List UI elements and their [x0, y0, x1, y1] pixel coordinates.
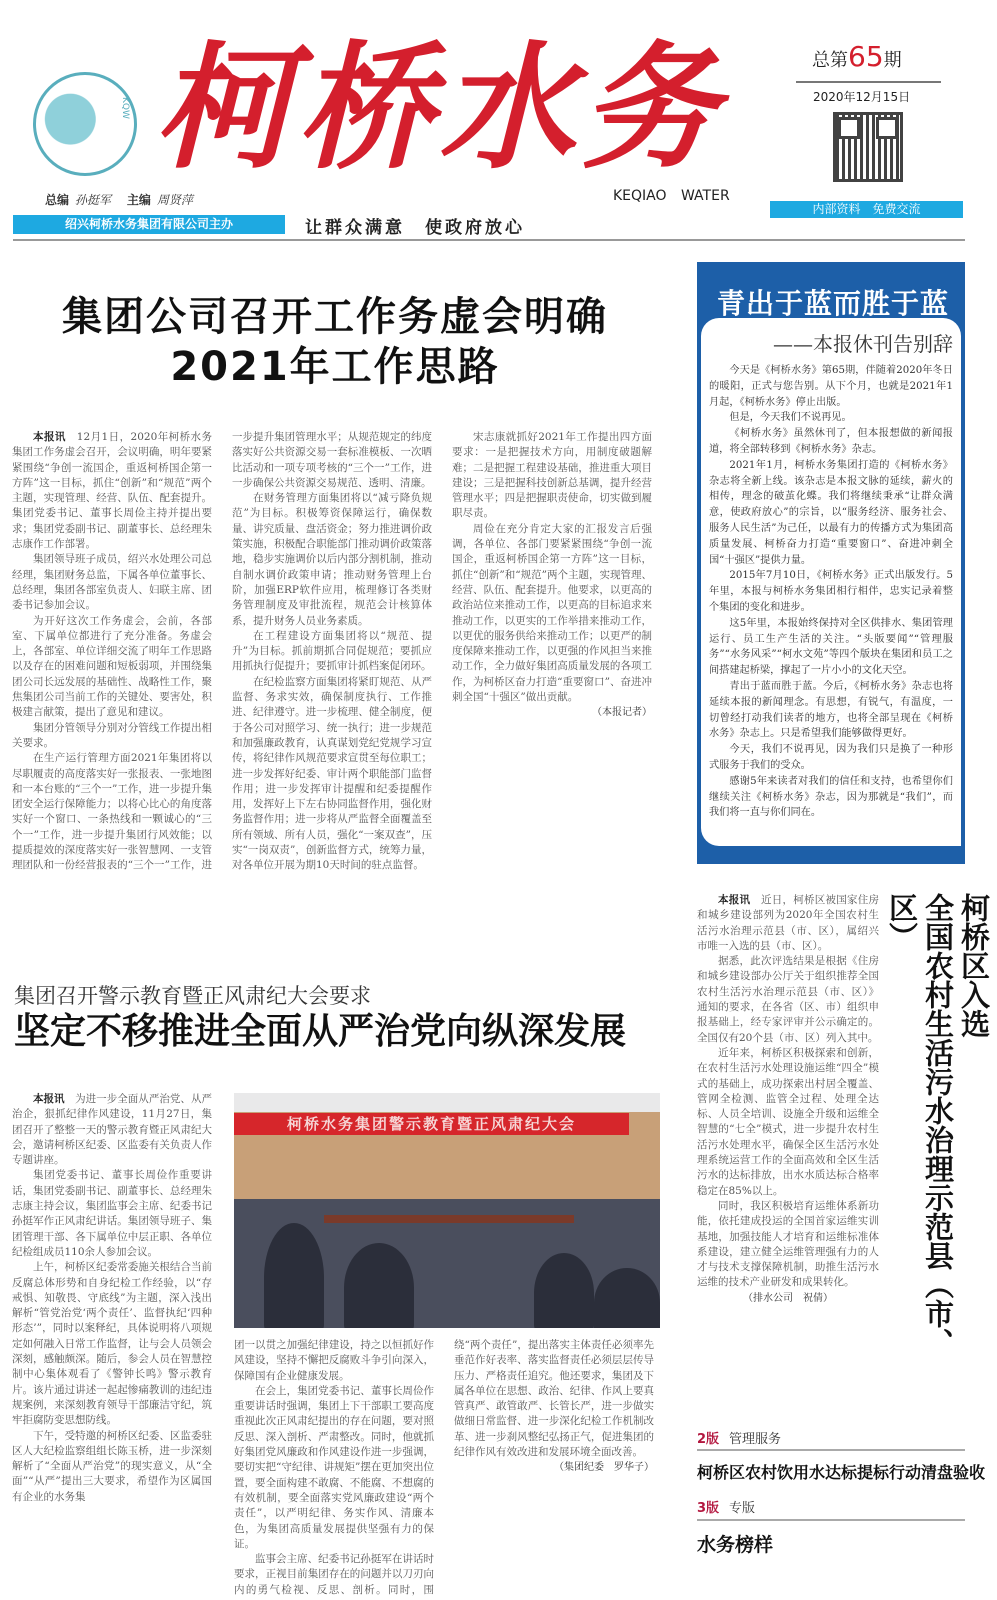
article2-headline: 坚定不移推进全面从严治党向纵深发展 — [14, 1011, 627, 1052]
chief-editor: 周贤萍 — [156, 193, 193, 207]
paragraph: 团一以贯之加强纪律建设，持之以恒抓好作风建设，坚持不懈把反腐败斗争引向深入，保障国有企业健康发展。 — [234, 1339, 434, 1382]
article1-headline — [10, 292, 660, 392]
meeting-photo — [234, 1093, 660, 1328]
paragraph: 近年来，柯桥区积极探索和创新，在农村生活污水处理设施运维“四全”模式的基础上，成功探索出村居全覆盖、管网全检测、监管全过程、处理全达标、人员全培训、设施全升级和运维全智慧的“七全”模式，进一步提升农村生活污水处理水平，确保全区生活污水处理系统运营工作的全面高效和全区生活污水的达标排放，出水水质达标合格率稳定在85%以上。 — [697, 1046, 879, 1197]
editors-line — [45, 191, 205, 208]
paragraph: 据悉，此次评选结果是根据《住房和城乡建设部办公厅关于组织推荐全国农村生活污水治理示范县（市、区）》通知的要求，在各省（区、市）组织申报基础上，经专家评审并公示确定的。全国仅有20个县（市、区）列入其中。 — [697, 955, 879, 1044]
paragraph: 在会上，集团党委书记、董事长周俭作重要讲话时强调，集团上下干部职工要高度重视此次正风肃纪提出的存在问题，要对照反思、深入剖析、严肃整改。同时，他就抓好集团党风廉政和作风建设作进一步强调，要切实把“守纪律、讲规矩”摆在更加突出位置，要全面构建不敢腐、不能腐、不想腐的有效机制，要全面落实党风廉政建设“两个责任”，以严明纪律、务实作风、清廉本色，为集团高质量发展提供坚强有力的保证。 — [234, 1384, 434, 1550]
article3-credit: （排水公司 祝倩） — [743, 1292, 833, 1304]
editor-in-chief-label: 总编 — [45, 193, 70, 207]
newspaper-title: 柯桥水务 — [155, 28, 723, 188]
paragraph: 下午，受特邀的柯桥区纪委、区监委驻区人大纪检监察组组长陈玉桥，进一步深刻解析了“全面从严治党”的现实意义，从“全面”“从严”提出三大要求，希望作为区属国有企业的水务集 — [12, 1429, 212, 1503]
paragraph: 感谢5年来读者对我们的信任和支持，也希望你们继续关注《柯桥水务》杂志，因为那就是“我们”，而我们将一直与你们同在。 — [709, 775, 953, 819]
index-headline-2[interactable]: 柯桥区农村饮用水达标提标行动清盘验收 — [697, 1463, 986, 1482]
issue-value: 65 — [848, 40, 884, 73]
divider — [796, 81, 941, 83]
paragraph: 在生产运行管理方面2021年集团将以尽职履责的高度落实好一张报表、一张地图和一本台账的“三个一”工作，进一步提升集团安全运行保障能力；以将心比心的角度落实好一个窗口、一条热线和一颗诚心的“三个一”工作，进一步提升集团行风效能；以提质提效的深度落实好一张智慧网、一支管理团队和一份经营报表的“三个一”工作，进一步提升集团管理水平；从规范规定的纬度落实好公共资源交易一套标准模板、一次晒比活动和一项专项考核的“三个一”工作，进一步确保公共资源交易规范、透明、清廉。 — [12, 431, 432, 872]
paragraph: 监事会主席、纪委书记孙挺军在讲话时要求，正视目前集团存在的问题并以刀刃向内的勇气检视、反思、剖析。同时，围绕“两个责任”，提出落实主体责任必须率先垂范作好表率、落实监督责任必须层层传导压力、严格责任追究。他还要求，集团及下属各单位在思想、政治、纪律、作风上要真管真严、敢管敢严、长管长严，进一步做实做细日常监督、进一步深化纪检工作机制改革、进一步刹风整纪弘扬正气，促进集团的纪律作风有效改进和发展环境全面改善。 — [234, 1339, 654, 1596]
masthead-divider — [13, 239, 965, 241]
farewell-title: 青出于蓝而胜于蓝 — [716, 287, 949, 320]
farewell-box — [697, 262, 965, 864]
farewell-body — [709, 363, 953, 821]
paragraph: 青出于蓝而胜于蓝。今后，《柯桥水务》杂志也将延续本报的新闻理念。有思想，有锐气，有温度，一切曾经打动我们读者的地方，也将全部呈现在《柯桥水务》杂志上。只是希望我们能够做得更好。 — [709, 680, 953, 740]
paragraph: 为开好这次工作务虚会，会前，各部室、下属单位都进行了充分准备。务虚会上，各部室、单位详细交流了明年工作思路以及存在的困难问题和短板弱项，并围绕集团公司长远发展的基础性、战略性工作，聚焦集团公司当前工作的关键处、要害处，积极建言献策，提出了意见和建议。 — [12, 614, 212, 719]
article2-credit: （集团纪委 罗华子） — [554, 1462, 654, 1474]
photo-figure — [264, 1223, 324, 1328]
article1-credit: （本报记者） — [592, 707, 652, 719]
lead: 本报讯 — [718, 894, 751, 906]
paragraph: 2015年7月10日，《柯桥水务》正式出版发行。5年里，本报与柯桥水务集团相行相伴，忠实记录着整个集团的变化和进步。 — [709, 570, 953, 613]
article3-headline-line2: 全国农村生活污水治理示范县（市、区） — [885, 893, 955, 1357]
index-headline-3[interactable]: 水务榜样 — [697, 1534, 774, 1556]
paragraph: 在纪检监察方面集团将紧盯规范、从严监督、务求实效，确保制度执行、工作推进、纪律遵守。进一步梳理、健全制度，便于各公司对照学习、统一执行；进一步规范和加强廉政教育，认真谋划党纪党规学习宣传，将纪律作风规范要求宣贯至每位职工；进一步发挥好纪委、审计两个职能部门监督作用；进一步发挥审计提醒和纪委提醒作用，发挥好上下左右协同监督作用，强化财务监督作用；进一步将从严监督全面覆盖至所有领域、所有人员，强化“一案双查”，压实“一岗双责”，创新监督方式，统筹力量，对各单位开展为期10天时间的驻点监督。 — [232, 675, 432, 872]
issue-number — [812, 40, 902, 73]
paragraph: 《柯桥水务》虽然休刊了，但本报想做的新闻报道，将全部转移到《柯桥水务》杂志。 — [709, 428, 953, 455]
paragraph: 集团分管领导分别对分管线工作提出相关要求。 — [12, 721, 212, 749]
english-name: KEQIAO WATER — [613, 188, 730, 204]
internal-notice-band: 内部资料 免费交流 — [770, 201, 963, 218]
chief-editor-label: 主编 — [126, 193, 151, 207]
article3-body — [697, 893, 879, 1306]
issue-date: 2020年12月15日 — [813, 90, 911, 104]
paragraph: 今天，我们不说再见，因为我们只是换了一种形式服务于我们的受众。 — [709, 744, 953, 771]
logo-text: KQW — [120, 97, 130, 119]
photo-figure — [534, 1253, 594, 1328]
article1-headline-line2: 2021年工作思路 — [170, 344, 500, 390]
photo-table — [324, 1215, 574, 1223]
article2-column1 — [12, 1092, 212, 1600]
sponsor-band: 绍兴柯桥水务集团有限公司主办 — [13, 215, 285, 234]
paragraph: 但是，今天我们不说再见。 — [729, 412, 852, 424]
paragraph: 周俭在充分肯定大家的汇报发言后强调，各单位、各部门要紧紧围绕“争创一流国企，重返柯桥国企第一方阵”这一目标，抓住“创新”和“规范”两个主题，实现管理、经营、队伍、配套提升。他要求，以更高的政治站位来推动工作，以更高的目标追求来推动工作，以更实的工作举措来推动工作，以更优的服务供给来推动工作；以更严的制度保障来推动工作，以更强的作风担当来推动工作，全力做好集团高质量发展的各项工作，为柯桥区奋力打造“重要窗口”、奋进冲刺全国“十强区”做出贡献。 — [452, 522, 652, 704]
article3-headline-line1: 柯桥区入选 — [957, 893, 991, 1038]
article2-subheadline: 集团召开警示教育暨正风肃纪大会要求 — [14, 984, 371, 1008]
paragraph: 2021年1月，柯桥水务集团打造的《柯桥水务》杂志将全新上线。该杂志是本报文脉的延续，薪火的相传，理念的破茧化蝶。我们将继续秉承“让群众满意，使政府放心”的宗旨，以“服务经济、服务社会、服务人民生活”为己任，以最有力的传播方式为集团高质量发展、柯桥奋力打造“重要窗口”、奋进冲刺全国“十强区”提供力量。 — [709, 459, 953, 566]
paragraph: 今天是《柯桥水务》第65期，伴随着2020年冬日的暖阳，正式与您告别。从下个月，也就是2021年1月起，《柯桥水务》停止出版。 — [709, 365, 953, 408]
issue-suffix: 期 — [883, 50, 902, 71]
logo — [33, 72, 137, 176]
issue-prefix: 总第 — [812, 50, 848, 71]
lead: 本报讯 — [33, 1093, 65, 1105]
index-edition-3: 3版 专版 — [697, 1501, 756, 1516]
article1-headline-line1: 集团公司召开工作务虚会明确 — [62, 294, 608, 340]
paragraph: 集团领导班子成员，绍兴水处理公司总经理，集团财务总监，下属各单位董事长、总经理，集团各部室负责人、妇联主席、团委书记参加会议。 — [12, 553, 212, 612]
paragraph: 本报讯 12月1日，2020年柯桥水务集团工作务虚会召开，会议明确，明年要紧紧围绕“争创一流国企，重返柯桥国企第一方阵”这一目标，抓住“创新”和“规范”两个主题，实现管理、经营、队伍、配套提升。集团党委书记、董事长周俭主持并提出要求；集团党委副书记、副董事长、总经理朱志康作工作部署。 — [12, 431, 213, 551]
article3-headline — [884, 893, 992, 1373]
paragraph: 在财务管理方面集团将以“减亏降负规范”为目标。积极筹资保障运行，确保数量、讲究质量、盘活资金；努力推进调价政策实施，积极配合职能部门推动调价政策落地，稳步实施调价以后内部分割机制，推动自制水调价政策申请；推动财务管理上台阶，加强ERP软件应用，梳理修订各类财务管理制度及审批流程，规范会计核算体系，提升财务人员业务素质。 — [232, 492, 432, 627]
lead: 本报讯 — [33, 431, 66, 443]
divider — [697, 1449, 965, 1451]
photo-figure — [594, 1268, 660, 1328]
paragraph: 集团党委书记、董事长周俭作重要讲话，集团党委副书记、副董事长、总经理朱志康主持会议，集团监事会主席、纪委书记孙挺军作正风肃纪讲话。集团领导班子、集团管理干部、各下属单位中层正职、各单位纪检组成员110余人参加会议。 — [12, 1169, 212, 1258]
paragraph: 本报讯 为进一步全面从严治党、从严治企，狠抓纪律作风建设，11月27日，集团召开了整整一天的警示教育暨正风肃纪大会，邀请柯桥区纪委、区监委有关负责人作专题讲座。 — [12, 1093, 212, 1167]
qr-code-icon — [833, 112, 903, 182]
paragraph: 在工程建设方面集团将以“规范、提升”为目标。抓前期抓合同促规范；要抓应用抓执行促提升；要抓审计抓档案促闭环。 — [232, 629, 432, 673]
slogan: 让群众满意 使政府放心 — [305, 218, 525, 238]
editor-in-chief: 孙挺军 — [75, 193, 112, 207]
paragraph: 同时，我区积极培育运维体系新功能，依托建成投运的全国首家运维实训基地，加强技能人才培育和运维标准体系建设，建立健全运维管理强有力的人才与技术支撑保障机制，助推生活污水运维的技术产业研发和成果转化。 — [697, 1199, 879, 1289]
paragraph: 上午，柯桥区纪委常委施关根结合当前反腐总体形势和自身纪检工作经验，以“存戒惧、知敬畏、守底线”为主题，深入浅出解析“管党治党‘两个责任’、监督执纪‘四种形态’”，同时以案释纪，具体说明将八项规定如何融入日常工作监督，让与会人员领会深刻，感触颇深。随后，参会人员在智慧控制中心集体观看了《警钟长鸣》警示教育片。该片通过讲述一起起惨痛教训的违纪违规案例，来深刻教育领导干部廉洁守纪，筑牢拒腐防变思想防线。 — [12, 1261, 212, 1427]
paragraph: 本报讯 近日，柯桥区被国家住房和城乡建设部列为2020年全国农村生活污水治理示范县（市、区），属绍兴市唯一入选的县（市、区）。 — [697, 894, 879, 952]
index-edition-2: 2版 管理服务 — [697, 1432, 782, 1447]
photo-banner: 柯桥水务集团警示教育暨正风肃纪大会 — [234, 1113, 629, 1135]
paragraph: 这5年里，本报始终保持对全区供排水、集团管理运行、员工生产生活的关注。“头版要闻”“管理服务”“水务风采”“柯水文苑”等四个版块在集团和员工之间搭建起桥梁，撑起了一片小小的文化天空。 — [709, 617, 953, 677]
paragraph: 宋志康就抓好2021年工作提出四方面要求：一是把握技术方向，用制度破题解难；二是把握工程建设基础，推进重大项目建设；三是把握科技创新总基调，提升经营管理水平；四是把握职责使命，切实做到履职尽责。 — [452, 431, 652, 520]
article2-columns — [234, 1338, 654, 1600]
farewell-subtitle: ——本报休刊告别辞 — [773, 332, 953, 356]
article1-body — [12, 430, 652, 875]
photo-figure — [344, 1243, 414, 1328]
divider — [697, 1519, 965, 1521]
